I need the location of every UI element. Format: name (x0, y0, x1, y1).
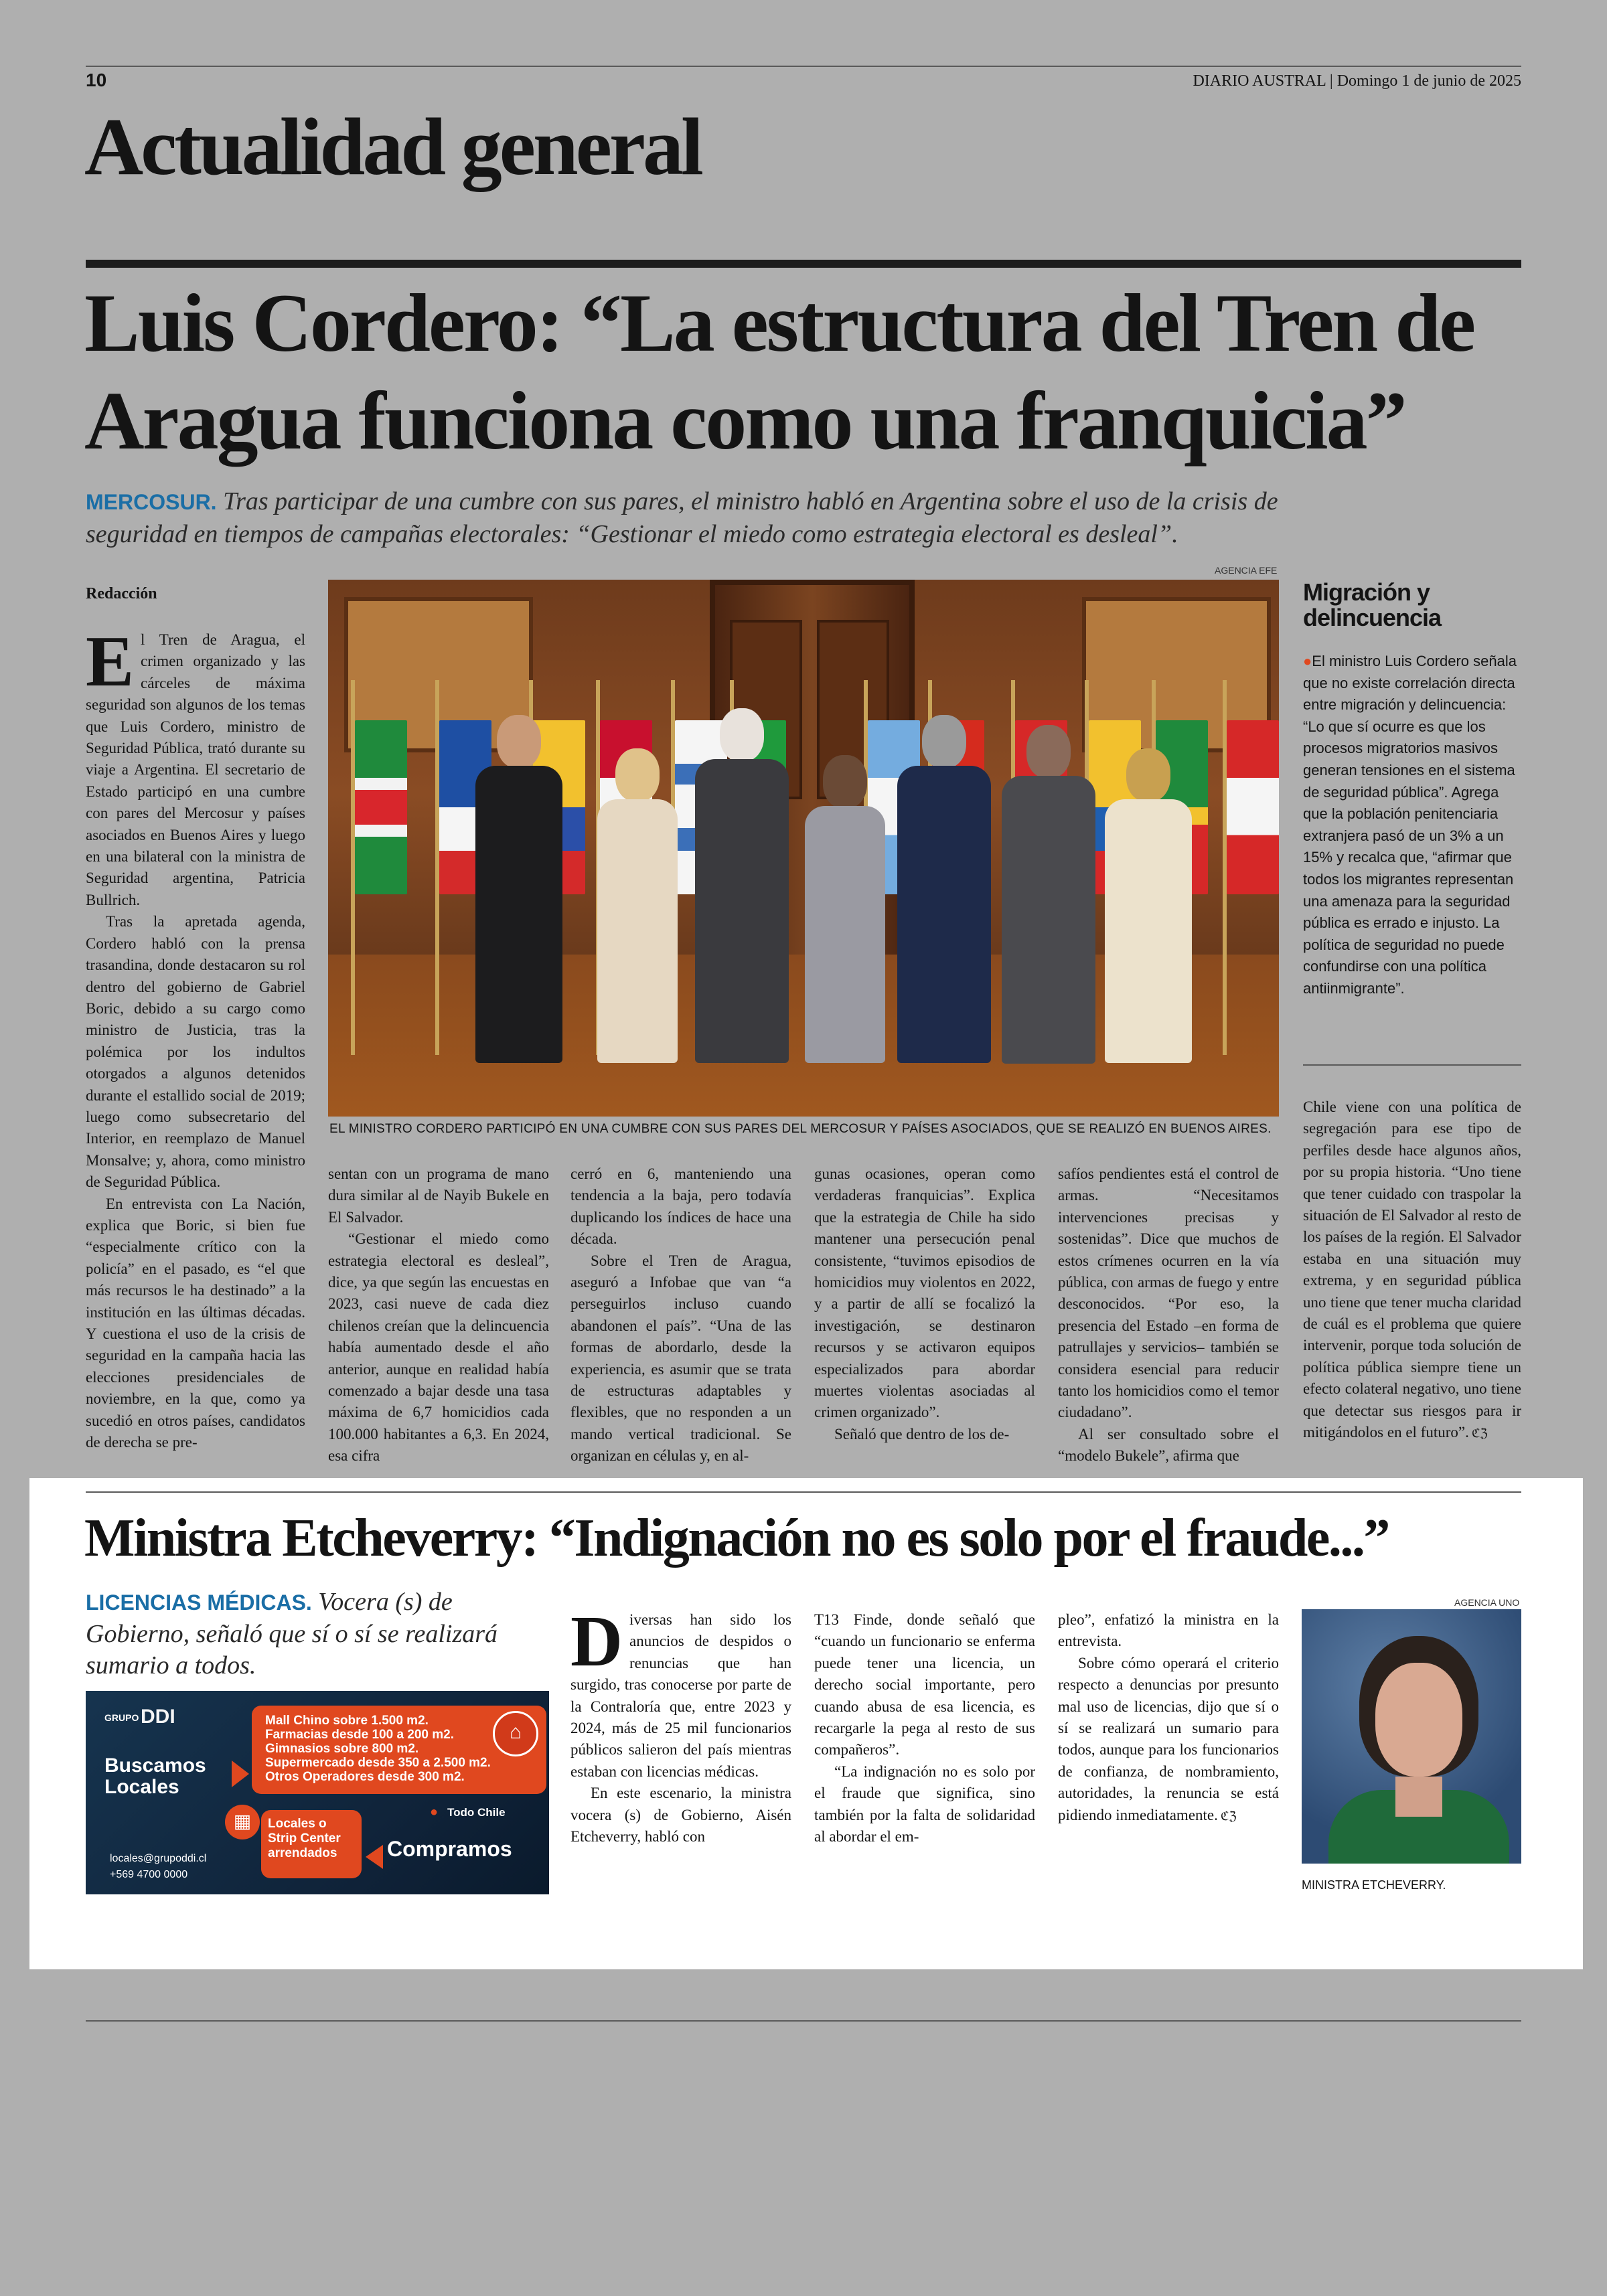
col5-paragraph-2: Al ser consultado sobre el “modelo Bukele”, afirma que (1058, 1425, 1279, 1465)
sidebar-rule (1303, 1064, 1521, 1066)
ad-left-title: Buscamos Locales (104, 1754, 206, 1798)
arrow-right-icon (232, 1760, 249, 1787)
ad-strip-box: Locales o Strip Center arrendados (261, 1810, 362, 1878)
article1-column-5 (1058, 1163, 1279, 1467)
location-pin-icon: ● (430, 1805, 439, 1819)
section-title: Actualidad general (84, 102, 701, 192)
col4-paragraph-1: gunas ocasiones, operan como verdaderas franquicias”. Explica que la estrategia de Chile ha sido mantener una persecución penal consistente, “tuvimos episodios de homicidios muy violentos en 2022, y a partir de allí se focalizó la investigación, se destinaron recursos y se activaron equipos especializados para abordar muertes violentas asociadas al crimen organizado”. (814, 1165, 1035, 1421)
col4-paragraph-2: Señaló que dentro de los de- (834, 1425, 1010, 1443)
ad-line: Otros Operadores desde 300 m2. (265, 1770, 465, 1784)
article1-column-1 (86, 622, 305, 1453)
article2-kicker: LICENCIAS MÉDICAS. (86, 1590, 312, 1615)
ad-line: Mall Chino sobre 1.500 m2. (265, 1714, 429, 1728)
ad-buy: Compramos (387, 1837, 512, 1861)
article1-column-2 (328, 1163, 549, 1467)
portrait-credit: AGENCIA UNO (1454, 1597, 1520, 1608)
top-rule (86, 66, 1521, 67)
article2-headline: Ministra Etcheverry: “Indignación no es solo por el fraude...” (84, 1509, 1389, 1568)
article2-deck (86, 1586, 554, 1682)
ad-phone: +569 4700 0000 (110, 1869, 188, 1880)
section-rule (86, 260, 1521, 268)
deck-line-1: Tras participar de una cumbre con sus pares, el ministro habló en Argentina sobre el uso de la crisis de (223, 487, 1278, 515)
photo-caption: EL MINISTRO CORDERO PARTICIPÓ EN UNA CUMBRE CON SUS PARES DEL MERCOSUR Y PAÍSES ASOCIADOS, QUE SE REALIZÓ EN BUENOS AIRES. (329, 1122, 1272, 1136)
article2-col3-paragraph-2: Sobre cómo operará el criterio respecto a denuncias por presunto mal uso de licencias, dijo que sí o sí se realizará un sumario para todos, aunque para los funcionarios de confianza, de nombramiento, autoridades, la renuncia se está pidiendo inmediatamente. (1058, 1654, 1279, 1823)
person (897, 715, 991, 1063)
col2-paragraph-2: “Gestionar el miedo como estrategia electoral es desleal”, dice, ya que según las encuestas en 2023, casi nueve de cada diez chilenos creían que la delincuencia había aumentado desde el año anterior, aunque en realidad había comenzado a bajar desde una tasa máxima de 6,7 homicidios cada 100.000 habitantes a 6,3. En 2024, esa cifra (328, 1230, 549, 1465)
byline: Redacción (86, 585, 157, 602)
ad-brand: DDI (141, 1706, 175, 1728)
portrait-neck (1395, 1777, 1442, 1817)
article2-column-3 (1058, 1609, 1279, 1827)
article2-col1-paragraph-1: iversas han sido los anuncios de despidos o renuncias que han surgido, tras conocerse por parte de la Contraloría que, entre 2023 y 2024, más de 25 mil funcionarios públicos salieron del país mientras estaban con licencias médicas. (570, 1611, 791, 1780)
bottom-rule (86, 2020, 1521, 2022)
sidebar-title: Migración y delincuencia (1303, 578, 1442, 631)
ad-brand-small: GRUPO (104, 1712, 139, 1723)
article1-column-4 (814, 1163, 1035, 1445)
sidebar-text: ●El ministro Luis Cordero señala que no existe correlación directa entre migración y delincuencia: “Lo que sí ocurre es que los procesos migratorios masivos generan tensiones en el sistema de seguridad pública”. Agrega que la población penitenciaria extranjera pasó de un 3% a un 15% y recalca que, “afirmar que todos los migrantes representan una amenaza para la seguridad pública es errado e injusto. La política de seguridad no puede confundirse con una política antiinmigrante”. (1303, 653, 1517, 997)
ad-region: Todo Chile (447, 1806, 506, 1819)
person (475, 715, 562, 1063)
flag (1227, 720, 1279, 894)
col3-paragraph-1: cerró en 6, manteniendo una tendencia a la baja, pero todavía duplicando los índices de hace una década. (570, 1165, 791, 1248)
col1-paragraph-1: l Tren de Aragua, el crimen organizado y las cárceles de máxima seguridad son algunos de los temas que Luis Cordero, ministro de Seguridad Pública, trató durante su viaje a Argentina. El secretario de Estado participó en una cumbre con pares del Mercosur y países asociados en Buenos Aires y luego en una bilateral con la ministra de Seguridad argentina, Patricia Bullrich. (86, 631, 305, 908)
article2-deck-text: Vocera (s) de Gobierno, señaló que sí o sí se realizará sumario a todos. (86, 1588, 498, 1679)
ad-email: locales@grupoddi.cl (110, 1853, 207, 1864)
storefront-icon: ▦ (225, 1805, 260, 1839)
portrait-caption: MINISTRA ETCHEVERRY. (1302, 1878, 1446, 1892)
article2-column-2 (814, 1609, 1035, 1848)
person (695, 708, 789, 1063)
photo-credit: AGENCIA EFE (1215, 565, 1278, 576)
col3-paragraph-2: Sobre el Tren de Aragua, aseguró a Infobae que van “a perseguirlos incluso cuando abandonen el país”. “Una de las formas de abordarlo, desde la experiencia, es asumir que se trata de estructuras adaptables y flexibles, que no responden a un mando vertical tradicional. Se organizan en células y, en al- (570, 1252, 791, 1465)
portrait-face (1375, 1663, 1462, 1777)
article2-col1-paragraph-2: En este escenario, la ministra vocera (s) de Gobierno, Aisén Etcheverry, habló con (570, 1785, 791, 1846)
article2-rule (86, 1491, 1521, 1493)
col6-paragraph-1: Chile viene con una política de segregación para ese tipo de perfiles desde hace algunos años, por su propia historia. “Uno tiene que tener cuidado con traspolar la situación de El Salvador al resto de los países de la región. El Salvador estaba en una situación muy extrema, y en seguridad pública uno tiene que tener mucha claridad de cuál es el problema que quiere intervenir, porque toda solución de política pública siempre tiene un efecto colateral negativo, uno tiene que detectar sus riesgos para ir mitigándolos en el futuro”. (1303, 1098, 1521, 1441)
article2-col3-paragraph-1: pleo”, enfatizó la ministra en la entrevista. (1058, 1611, 1279, 1650)
person (1105, 748, 1192, 1063)
page-number: 10 (86, 70, 107, 90)
col2-paragraph-1: sentan con un programa de mano dura similar al de Nayib Bukele en El Salvador. (328, 1165, 549, 1226)
grupo-ddi-ad[interactable] (86, 1691, 549, 1894)
article2-dropcap: D (570, 1602, 623, 1682)
masthead: DIARIO AUSTRAL | Domingo 1 de junio de 2025 (1193, 72, 1521, 90)
col5-paragraph-1: safíos pendientes está el control de armas. “Necesitamos intervenciones precisas y sostenidas”. Dice que muchos de estos crímenes ocurren en la vía pública, con armas de fuego y entre desconocidos. “Por eso, la presencia del Estado –en forma de patrullajes y servicios– también se considera esencial para reducir tanto los homicidios como el temor ciudadano”. (1058, 1165, 1279, 1421)
minister-portrait (1302, 1609, 1521, 1864)
headline-line-2: Aragua funciona como una franquicia” (84, 375, 1405, 467)
sidebar-paragraph: El ministro Luis Cordero señala que no existe correlación directa entre migración y delincuencia: “Lo que sí ocurre es que los procesos migratorios masivos generan tensiones en el sistema de seguridad pública”. Agrega que la población penitenciaria extranjera pasó de un 3% a un 15% y recalca que, “afirmar que todos los migrantes representan una amenaza para la seguridad pública es errado e injusto. La política de seguridad no puede confundirse con una política antiinmigrante”. (1303, 653, 1517, 997)
flag (355, 720, 407, 894)
person (597, 748, 678, 1063)
article1-column-6 (1303, 1096, 1521, 1445)
person (805, 755, 885, 1063)
ad-line: Supermercado desde 350 a 2.500 m2. (265, 1756, 491, 1770)
arrow-left-icon (366, 1845, 383, 1869)
dropcap: E (86, 622, 135, 702)
store-pin-icon: ⌂ (493, 1711, 538, 1756)
ad-line: Gimnasios sobre 800 m2. (265, 1742, 419, 1756)
end-mark-icon: ℭℨ (1220, 1809, 1237, 1823)
article2-column-1 (570, 1602, 791, 1848)
article2-col2-paragraph-2: “La indignación no es solo por el fraude que significa, sino también por la falta de solidaridad al abordar el em- (814, 1762, 1035, 1846)
summit-photo (328, 580, 1279, 1117)
deck-kicker: MERCOSUR. (86, 490, 217, 514)
article1-deck (86, 485, 1521, 550)
ad-line: Farmacias desde 100 a 200 m2. (265, 1728, 455, 1742)
col1-paragraph-2: Tras la apretada agenda, Cordero habló con la prensa trasandina, donde destacaron su rol dentro del gobierno de Gabriel Boric, debido a su cargo como ministro de Justicia, tras la polémica por los indultos otorgados a algunos detenidos durante el estallido social de 2019; luego como subsecretario del Interior, en reemplazo de Manuel Monsalve; y, ahora, como ministro de Seguridad Pública. (86, 913, 305, 1191)
end-mark-icon: ℭℨ (1471, 1426, 1488, 1441)
article1-headline (84, 274, 1531, 470)
article1-column-3 (570, 1163, 791, 1467)
headline-line-1: Luis Cordero: “La estructura del Tren de (84, 277, 1474, 369)
col1-paragraph-3: En entrevista con La Nación, explica que Boric, si bien fue “especialmente crítico con la policía” en el pasado, es “el que más recursos le ha destinado” a la institución en las últimas décadas. Y cuestiona el uso de la crisis de seguridad en la campaña hacia las elecciones presidenciales de noviembre, en la que, como ya sucedió en otros países, candidatos de derecha se pre- (86, 1195, 305, 1451)
article2-col2-paragraph-1: T13 Finde, donde señaló que “cuando un funcionario se enferma puede tener una licencia, un derecho social importante, pero cuando abusa de esa licencia, es recargarle la pega al resto de sus compañeros”. (814, 1611, 1035, 1758)
person (1002, 725, 1095, 1063)
deck-line-2: seguridad en tiempos de campañas electorales: “Gestionar el miedo como estrategia electoral es desleal”. (86, 520, 1178, 548)
